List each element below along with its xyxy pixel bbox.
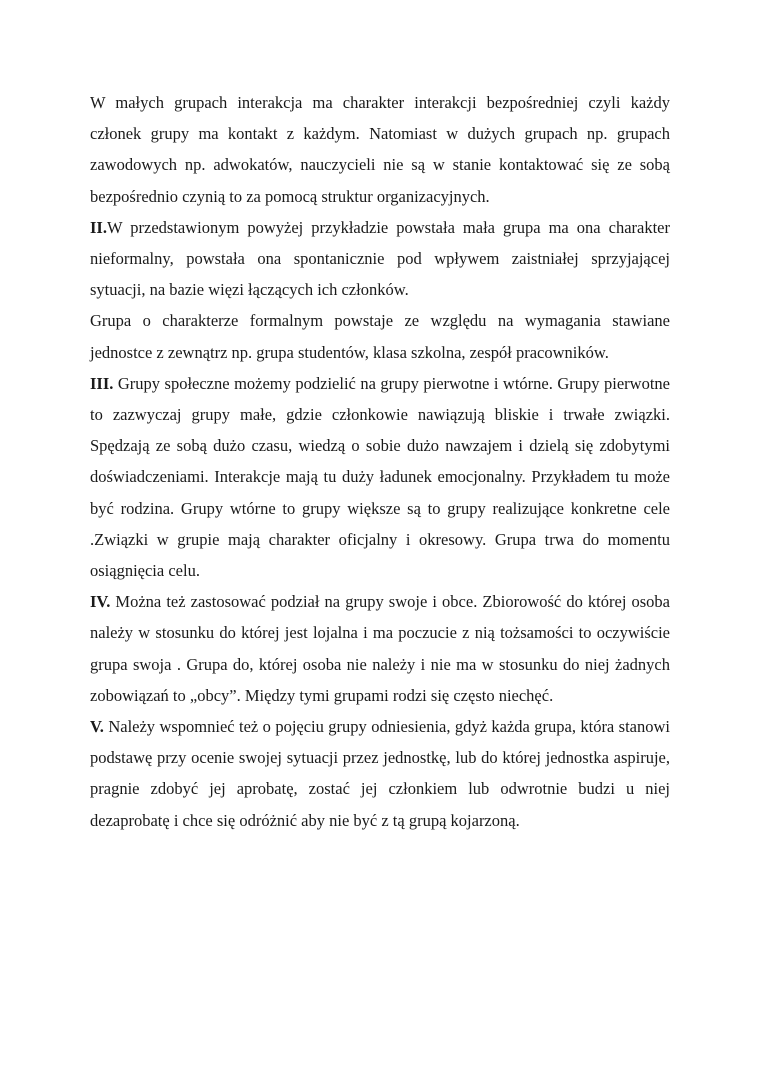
section-number: III. bbox=[90, 373, 114, 393]
paragraph-formal-group bbox=[90, 305, 670, 367]
paragraph-section-iii bbox=[90, 368, 670, 586]
paragraph-text: Należy wspomnieć też o pojęciu grupy odniesienia, gdyż każda grupa, która stanowi podstawę przy ocenie swojej sytuacji przez jednostkę, lub do której jednostka aspiruje, pragnie zdobyć jej aprobatę, zostać jej członkiem lub odwrotnie budzi u niej dezaprobatę i chce się odróżnić aby nie być z tą grupą kojarzoną. bbox=[90, 717, 670, 830]
section-number: II. bbox=[90, 217, 107, 237]
paragraph-text: W przedstawionym powyżej przykładzie powstała mała grupa ma ona charakter nieformalny, powstała ona spontanicznie pod wpływem zaistniałej sprzyjającej sytuacji, na bazie więzi łączących ich członków. bbox=[90, 217, 670, 300]
section-number: V. bbox=[90, 717, 104, 737]
paragraph-section-v bbox=[90, 711, 670, 836]
paragraph-section-ii bbox=[90, 212, 670, 306]
paragraph-text: Grupa o charakterze formalnym powstaje ze względu na wymagania stawiane jednostce z zewnątrz np. grupa studentów, klasa szkolna, zespół pracowników. bbox=[90, 311, 670, 362]
paragraph-section-iv bbox=[90, 586, 670, 711]
paragraph-text: Można też zastosować podział na grupy swoje i obce. Zbiorowość do której osoba należy w stosunku do której jest lojalna i ma poczucie z nią tożsamości to oczywiście grupa swoja . Grupa do, której osoba nie należy i nie ma w stosunku do niej żadnych zobowiązań to „obcy”. Między tymi grupami rodzi się często niechęć. bbox=[90, 592, 670, 705]
paragraph-text: Grupy społeczne możemy podzielić na grupy pierwotne i wtórne. Grupy pierwotne to zazwyczaj grupy małe, gdzie członkowie nawiązują bliskie i trwałe związki. Spędzają ze sobą dużo czasu, wiedzą o sobie dużo nawzajem i dzielą się zdobytymi doświadczeniami. Interakcje mają tu duży ładunek emocjonalny. Przykładem tu może być rodzina. Grupy wtórne to grupy większe są to grupy realizujące konkretne cele .Związki w grupie mają charakter oficjalny i okresowy. Grupa trwa do momentu osiągnięcia celu. bbox=[90, 373, 670, 581]
paragraph-intro bbox=[90, 87, 670, 212]
document-body bbox=[90, 87, 670, 836]
paragraph-text: W małych grupach interakcja ma charakter interakcji bezpośredniej czyli każdy członek grupy ma kontakt z każdym. Natomiast w dużych grupach np. grupach zawodowych np. adwokatów, nauczycieli nie są w stanie kontaktować się ze sobą bezpośrednio czynią to za pomocą struktur organizacyjnych. bbox=[90, 93, 670, 206]
section-number: IV. bbox=[90, 592, 111, 612]
